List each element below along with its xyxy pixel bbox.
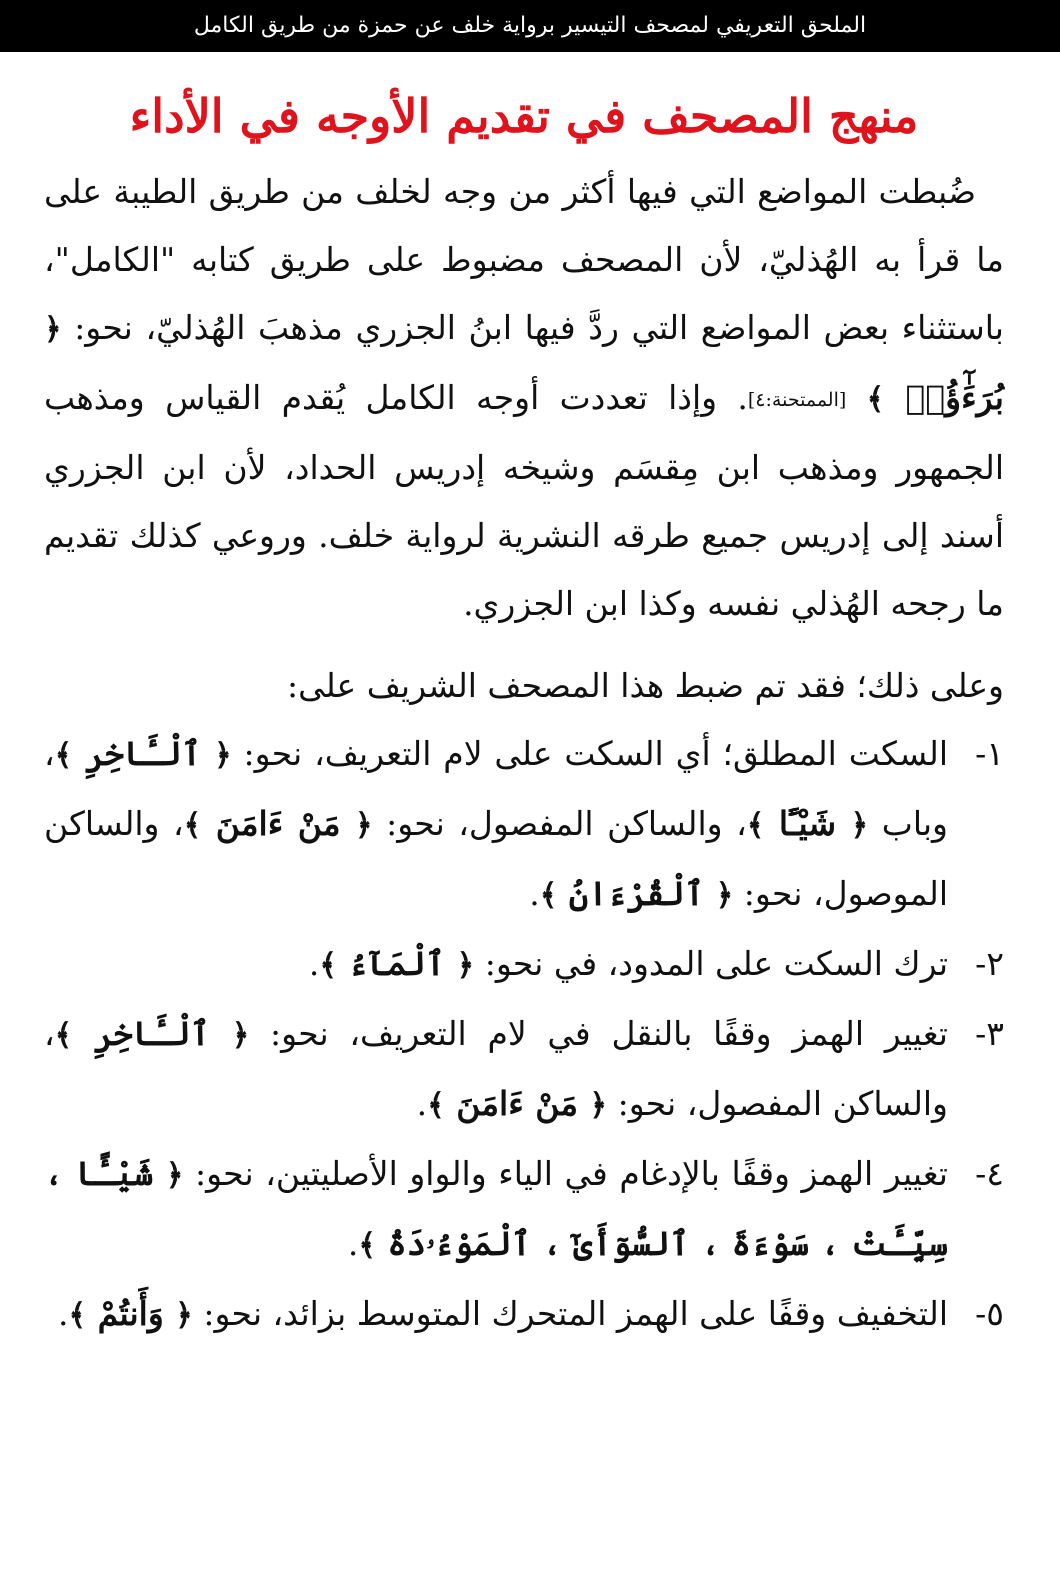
rule-item: ٥- التخفيف وقفًا على الهمز المتحرك المتوسط بزائد، نحو: ﴿ وَأَنتُمْ ﴾. [44,1280,1004,1350]
rule-item: ٤- تغيير الهمز وقفًا بالإدغام في الياء والواو الأصليتين، نحو: ﴿ شَيْـًٔا ، سِيِّـَٔتْ ، سَوْءَةَ ، ٱلسُّوٓأَىٰٓ ، ٱلْمَوْءُۥدَةُ ﴾. [44,1140,1004,1280]
quran-example: ﴿ ٱلْـَٔاخِرِ ﴾ [54,1014,250,1053]
quran-example: ﴿ وَأَنتُمْ ﴾ [68,1294,193,1333]
rule-number: ٤- [975,1154,1004,1193]
list-lead: وعلى ذلك؛ فقد تم ضبط هذا المصحف الشريف على: [287,666,1004,705]
rule-item: ١- السكت المطلق؛ أي السكت على لام التعريف، نحو: ﴿ ٱلْـَٔاخِرِ ﴾، وباب ﴿ شَيْـًٔا ﴾، والساكن المفصول، نحو: ﴿ مَنْ ءَامَنَ ﴾، والساكن الموصول، نحو: ﴿ ٱلْقُرْءَانُ ﴾. [44,720,1004,930]
quran-example-1: ﴿ بُرَءَٰٓؤُا۟ ﴾ [44,312,1004,417]
quran-example: ﴿ ٱلْمَآءُ ﴾ [319,944,475,983]
rule-number: ٢- [975,944,1004,983]
quran-example: ﴿ مَنْ ءَامَنَ ﴾ [183,804,373,843]
rule-item: ٣- تغيير الهمز وقفًا بالنقل في لام التعريف، نحو: ﴿ ٱلْـَٔاخِرِ ﴾، والساكن المفصول، نحو: ﴿ مَنْ ءَامَنَ ﴾. [44,1000,1004,1140]
rule-item: ٢- ترك السكت على المدود، في نحو: ﴿ ٱلْمَآءُ ﴾. [44,930,1004,1000]
rules-list [44,720,1004,1350]
rule-number: ٥- [975,1294,1004,1333]
quran-example: ﴿ ٱلْـَٔاخِرِ ﴾ [54,734,232,773]
intro-text-part2: . وإذا تعددت أوجه الكامل يُقدم القياس ومذهب الجمهور ومذهب ابن مِقسَم وشيخه إدريس الحداد، لأن ابن الجزري أسند إلى إدريس جميع طرقه النشرية لرواية خلف. وروعي كذلك تقديم ما رجحه الهُذلي نفسه وكذا ابن الجزري. [44,378,1004,623]
quran-example: ﴿ مَنْ ءَامَنَ ﴾ [427,1084,608,1123]
rule-number: ١- [975,734,1004,773]
quran-word: بُرَءَٰٓؤُا۟ [905,378,1004,417]
page-body [44,52,1004,1580]
rule-number: ٣- [975,1014,1004,1053]
quran-example: ﴿ شَيْـًٔا ﴾ [746,804,869,843]
quran-example: ﴿ شَيْـًٔا ، سِيِّـَٔتْ ، سَوْءَةَ ، ٱلسُّوٓأَىٰٓ ، ٱلْمَوْءُۥدَةُ ﴾ [44,1154,948,1263]
intro-text-part1: ضُبطت المواضع التي فيها أكثر من وجه لخلف من طريق الطيبة على ما قرأ به الهُذليّ، لأن المصحف مضبوط على طريق كتابه "الكامل"، باستثناء بعض المواضع التي ردَّ فيها ابنُ الجزري مذهبَ الهُذليّ، نحو: [44,172,1004,347]
intro-paragraph [44,158,1004,638]
running-header [0,0,1060,52]
quran-example: ﴿ ٱلْقُرْءَانُ ﴾ [539,874,734,913]
running-header-text: الملحق التعريفي لمصحف التيسير برواية خلف عن حمزة من طريق الكامل [193,13,867,38]
surah-reference: [الممتحنة:٤] [747,389,847,411]
section-title: منهج المصحف في تقديم الأوجه في الأداء [129,89,919,143]
